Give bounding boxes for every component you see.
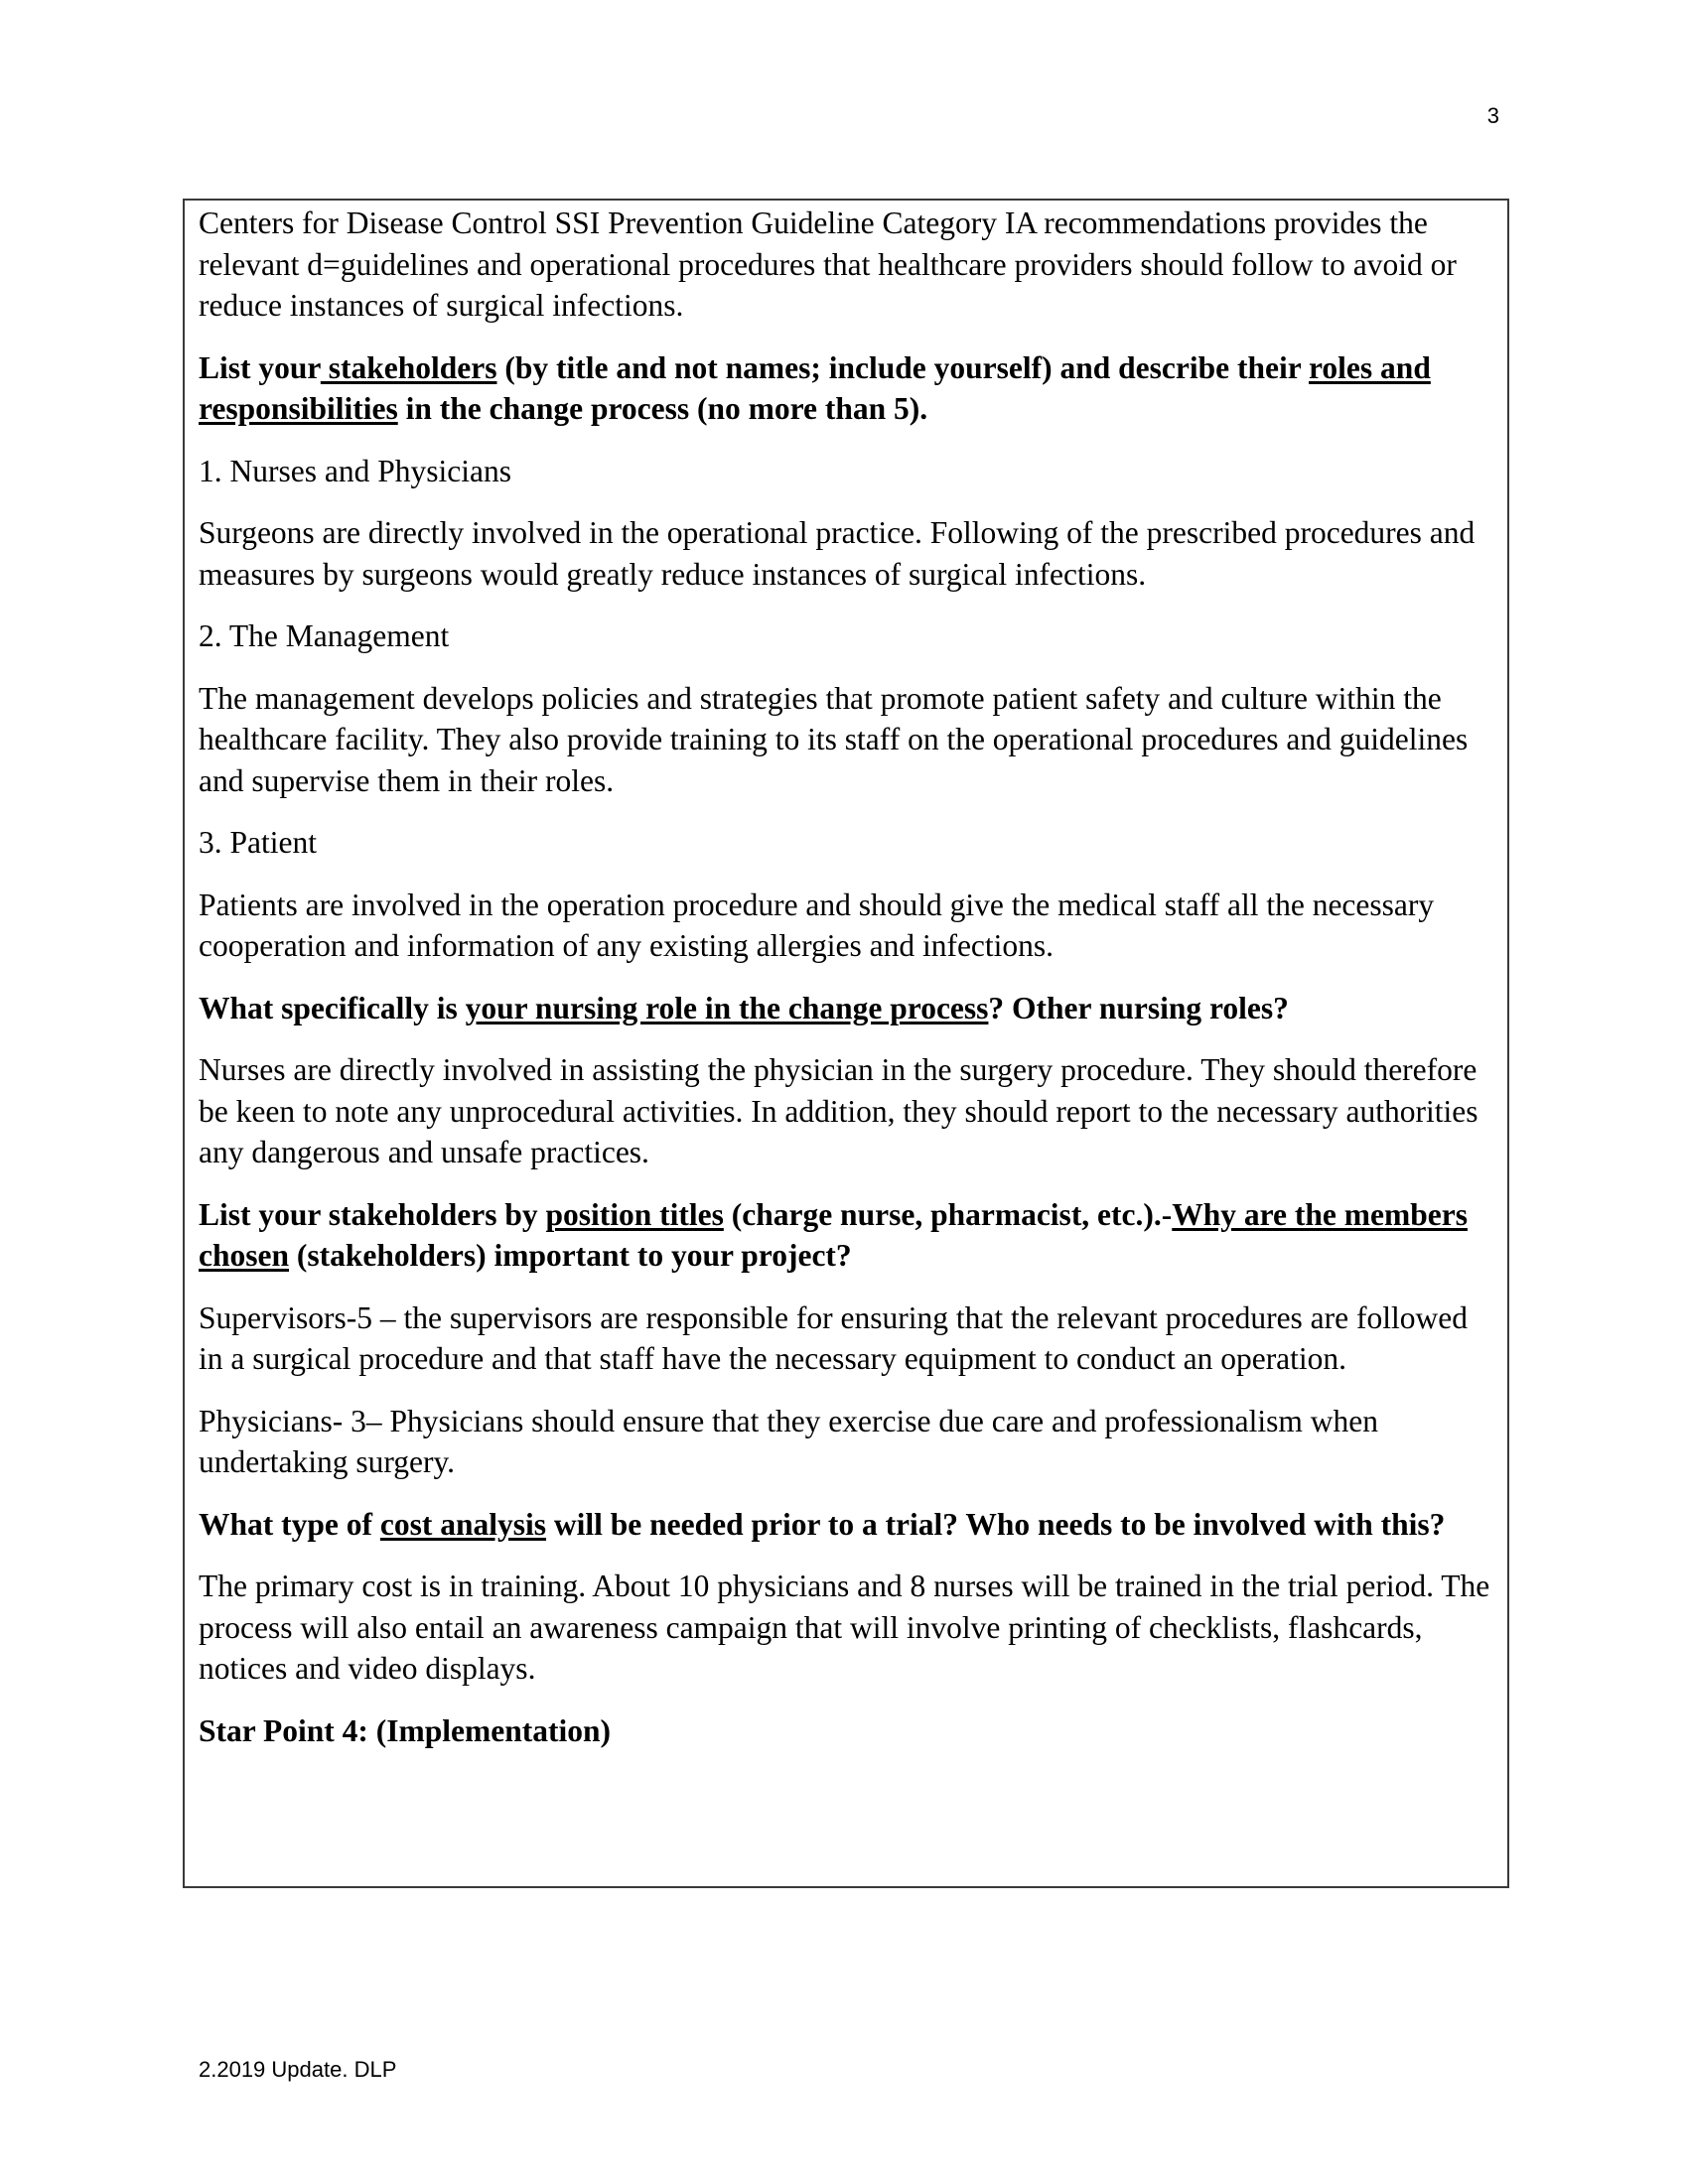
stakeholder-heading: 3. Patient — [199, 825, 317, 860]
document-body — [199, 203, 1499, 1772]
answer-physicians: Physicians- 3– Physicians should ensure that they exercise due care and professionalism when undertaking surgery. — [199, 1403, 1378, 1479]
stakeholder-description: Surgeons are directly involved in the operational practice. Following of the prescribed procedures and measures by surgeons would greatly reduce instances of surgical infections. — [199, 515, 1476, 592]
star-point-heading: Star Point 4: (Implementation) — [199, 1712, 612, 1748]
intro-paragraph: Centers for Disease Control SSI Prevention Guideline Category IA recommendations provides the relevant d=guidelines and operational procedures that healthcare providers should follow to avoid or reduce instances of surgical infections. — [199, 205, 1457, 323]
stakeholder-heading: 2. The Management — [199, 618, 450, 653]
footer-text: 2.2019 Update. DLP — [199, 2057, 397, 2082]
question-stakeholders-roles: List your stakeholders (by title and not names; include yourself) and describe their roles and responsibilities in the change process (no more than 5). — [199, 349, 1431, 426]
stakeholder-description: The management develops policies and strategies that promote patient safety and culture within the healthcare facility. They also provide training to its staff on the operational procedures and guidelines and supervise them in their roles. — [199, 680, 1469, 798]
answer-supervisors: Supervisors-5 – the supervisors are responsible for ensuring that the relevant procedures are followed in a surgical procedure and that staff have the necessary equipment to conduct an operation. — [199, 1299, 1468, 1376]
question-nursing-role: What specifically is your nursing role in the change process? Other nursing roles? — [199, 990, 1289, 1025]
stakeholder-heading: 1. Nurses and Physicians — [199, 453, 511, 488]
page-number: 3 — [1486, 103, 1499, 128]
stakeholder-description: Patients are involved in the operation procedure and should give the medical staff all the necessary cooperation and information of any existing allergies and infections. — [199, 887, 1435, 963]
question-cost-analysis: What type of cost analysis will be needed prior to a trial? Who needs to be involved with this? — [199, 1506, 1446, 1542]
question-position-titles: List your stakeholders by position titles (charge nurse, pharmacist, etc.).-Why are the members chosen (stakeholders) important to your project? — [199, 1196, 1468, 1273]
answer-nursing-role: Nurses are directly involved in assisting the physician in the surgery procedure. They should therefore be keen to note any unprocedural activities. In addition, they should report to the necessary authorities any dangerous and unsafe practices. — [199, 1052, 1478, 1169]
answer-cost-analysis: The primary cost is in training. About 10 physicians and 8 nurses will be trained in the trial period. The process will also entail an awareness campaign that will involve printing of checklists, flashcards, notices and video displays. — [199, 1569, 1490, 1686]
